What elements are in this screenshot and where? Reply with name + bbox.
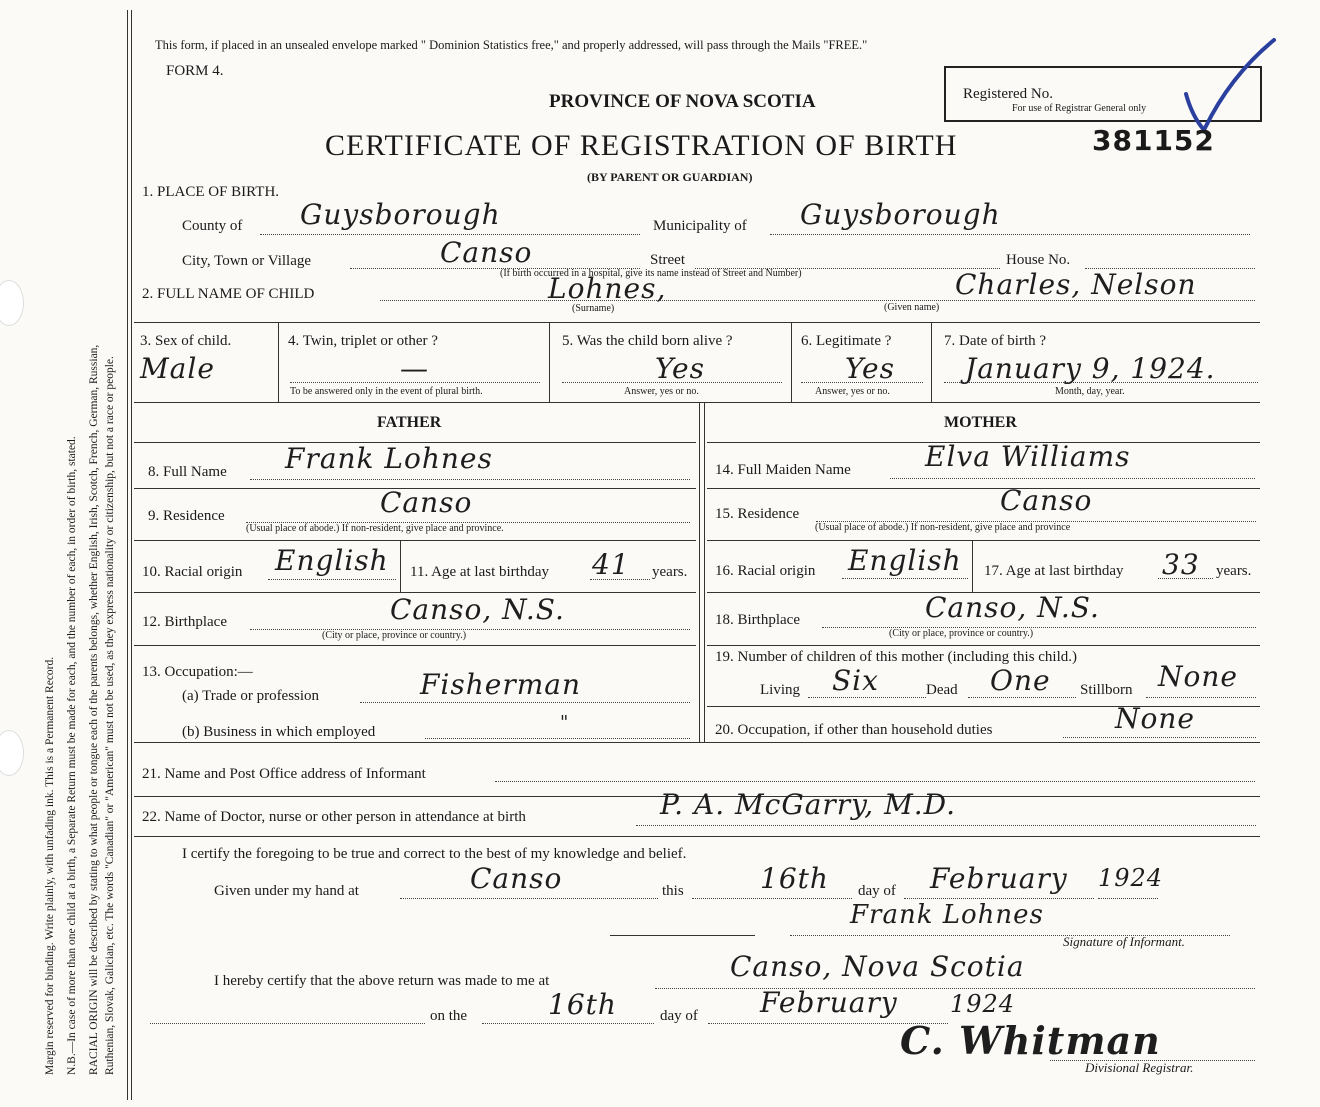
mother-residence-note: (Usual place of abode.) If non-resident, give place and province <box>815 522 1071 533</box>
mother-occupation-label: 20. Occupation, if other than household duties <box>715 722 993 738</box>
dob-note: Month, day, year. <box>1055 386 1125 397</box>
father-business-label: (b) Business in which employed <box>182 724 376 740</box>
living-value: Six <box>832 664 879 697</box>
mother-name-label: 14. Full Maiden Name <box>715 462 851 478</box>
father-heading: FATHER <box>377 414 442 431</box>
dead-label: Dead <box>926 682 958 698</box>
form-number: FORM 4. <box>166 63 224 79</box>
registered-label: Registered No. <box>963 86 1053 102</box>
margin-note-3: RACIAL ORIGIN will be described by stating to what people or tongue each of the parents belongs, whether English, Irish, Scotch, French, German, Russian, <box>88 344 100 1075</box>
certificate-subtitle: (BY PARENT OR GUARDIAN) <box>587 170 753 184</box>
legitimate-label: 6. Legitimate ? <box>801 333 892 349</box>
mother-heading: MOTHER <box>944 414 1017 431</box>
dob-value: January 9, 1924. <box>965 352 1216 385</box>
mother-birthplace: Canso, N.S. <box>925 591 1100 624</box>
margin-note-1: Margin reserved for binding. Write plainly, with unfading ink. This is a Permanent Record. <box>44 656 56 1075</box>
father-years: years. <box>652 564 688 580</box>
return-label: I hereby certify that the above return was made to me at <box>214 973 550 989</box>
mother-name: Elva Williams <box>925 440 1131 473</box>
father-age-label: 11. Age at last birthday <box>410 564 549 580</box>
stillborn-label: Stillborn <box>1080 682 1133 698</box>
binder-hole-top <box>0 280 24 326</box>
surname-caption: (Surname) <box>572 303 615 314</box>
father-racial: English <box>275 544 389 577</box>
province-heading: PROVINCE OF NOVA SCOTIA <box>549 91 816 112</box>
dead-value: One <box>990 664 1051 697</box>
given-month: February <box>930 862 1068 895</box>
doctor-label: 22. Name of Doctor, nurse or other person in attendance at birth <box>142 809 526 825</box>
twin-note: To be answered only in the event of plural birth. <box>290 386 483 397</box>
county-value: Guysborough <box>300 198 501 231</box>
binding-margin-line-inner <box>131 10 132 1100</box>
father-residence-note: (Usual place of abode.) If non-resident, give place and province. <box>246 523 504 534</box>
binder-hole-bottom <box>0 730 24 776</box>
mother-racial-label: 16. Racial origin <box>715 563 816 579</box>
father-trade-label: (a) Trade or profession <box>182 688 320 704</box>
municipality-value: Guysborough <box>800 198 1001 231</box>
mother-residence-label: 15. Residence <box>715 506 800 522</box>
return-month: February <box>760 986 898 1019</box>
alive-answer-note: Answer, yes or no. <box>624 386 699 397</box>
given-day: 16th <box>760 862 829 895</box>
father-business: " <box>560 712 570 733</box>
father-birthplace-note: (City or place, province or country.) <box>322 630 467 641</box>
alive-label: 5. Was the child born alive ? <box>562 333 733 349</box>
mother-occupation: None <box>1115 702 1195 735</box>
stillborn-value: None <box>1158 660 1238 693</box>
dob-label: 7. Date of birth ? <box>944 333 1047 349</box>
hospital-note: (If birth occurred in a hospital, give its name instead of Street and Number) <box>500 268 802 279</box>
mother-years: years. <box>1216 563 1252 579</box>
father-trade: Fisherman <box>420 668 582 701</box>
mother-age: 33 <box>1162 548 1200 581</box>
certificate-title: CERTIFICATE OF REGISTRATION OF BIRTH <box>325 129 958 162</box>
father-residence: Canso <box>380 486 473 519</box>
mother-racial: English <box>848 544 962 577</box>
informant-signature: Frank Lohnes <box>850 900 1044 930</box>
return-place: Canso, Nova Scotia <box>730 950 1025 983</box>
doctor-value: P. A. McGarry, M.D. <box>660 788 956 821</box>
given-name-caption: (Given name) <box>884 302 940 313</box>
day-of-label: day of <box>858 883 896 899</box>
informant-label: 21. Name and Post Office address of Informant <box>142 766 426 782</box>
registrar-caption: Divisional Registrar. <box>1085 1060 1194 1075</box>
father-birthplace: Canso, N.S. <box>390 593 565 626</box>
binding-margin-line <box>127 10 128 1100</box>
return-day: 16th <box>548 988 617 1021</box>
informant-signature-caption: Signature of Informant. <box>1063 934 1185 949</box>
check-mark-icon <box>1180 36 1280 136</box>
child-name-label: 2. FULL NAME OF CHILD <box>142 286 315 302</box>
legitimate-answer-note: Answer, yes or no. <box>815 386 890 397</box>
given-label: Given under my hand at <box>214 883 359 899</box>
mail-notice: This form, if placed in an unsealed envelope marked " Dominion Statistics free," and properly addressed, will pass through the Mails "FREE." <box>155 38 868 52</box>
sex-label: 3. Sex of child. <box>140 333 232 349</box>
registrar-use-note: For use of Registrar General only <box>1012 103 1147 114</box>
father-racial-label: 10. Racial origin <box>142 564 243 580</box>
mother-age-label: 17. Age at last birthday <box>984 563 1124 579</box>
place-of-birth-label: 1. PLACE OF BIRTH. <box>142 184 280 200</box>
this-label: this <box>662 883 684 899</box>
return-year: 1924 <box>950 990 1016 1018</box>
given-place: Canso <box>470 862 563 895</box>
mother-birthplace-note: (City or place, province or country.) <box>889 628 1034 639</box>
sex-value: Male <box>140 352 215 385</box>
child-given-name: Charles, Nelson <box>955 268 1197 301</box>
twin-value: — <box>400 352 429 385</box>
registration-number: 381152 <box>1092 124 1215 157</box>
return-day-of-label: day of <box>660 1008 698 1024</box>
municipality-label: Municipality of <box>653 218 747 234</box>
on-the-label: on the <box>430 1008 468 1024</box>
legitimate-value: Yes <box>845 352 895 385</box>
mother-birthplace-label: 18. Birthplace <box>715 612 800 628</box>
father-birthplace-label: 12. Birthplace <box>142 614 227 630</box>
city-label: City, Town or Village <box>182 253 312 269</box>
children-count-label: 19. Number of children of this mother (including this child.) <box>715 649 1078 665</box>
alive-value: Yes <box>655 352 705 385</box>
margin-note-2: N.B.—In case of more than one child at a birth, a Separate Return must be made for each, and the number of each, in order of birth, stated. <box>66 436 78 1075</box>
father-age: 41 <box>592 548 630 581</box>
living-label: Living <box>760 682 800 698</box>
father-occupation-label: 13. Occupation:— <box>142 664 253 680</box>
house-label: House No. <box>1006 252 1071 268</box>
father-name: Frank Lohnes <box>285 442 493 475</box>
father-residence-label: 9. Residence <box>148 508 225 524</box>
street-label: Street <box>650 252 685 268</box>
mother-residence: Canso <box>1000 484 1093 517</box>
given-year: 1924 <box>1098 864 1164 892</box>
child-surname: Lohnes, <box>548 272 667 305</box>
margin-note-4: Ruthenian, Slovak, Galician, etc. The words "Canadian" or "American" must not be used, as they express nationality or citizenship, but not a race or people. <box>104 356 116 1075</box>
father-name-label: 8. Full Name <box>148 464 227 480</box>
city-value: Canso <box>440 236 533 269</box>
registrar-signature: C. Whitman <box>900 1018 1161 1063</box>
certify-statement: I certify the foregoing to be true and correct to the best of my knowledge and belief. <box>182 846 687 862</box>
county-label: County of <box>182 218 243 234</box>
twin-label: 4. Twin, triplet or other ? <box>288 333 438 349</box>
